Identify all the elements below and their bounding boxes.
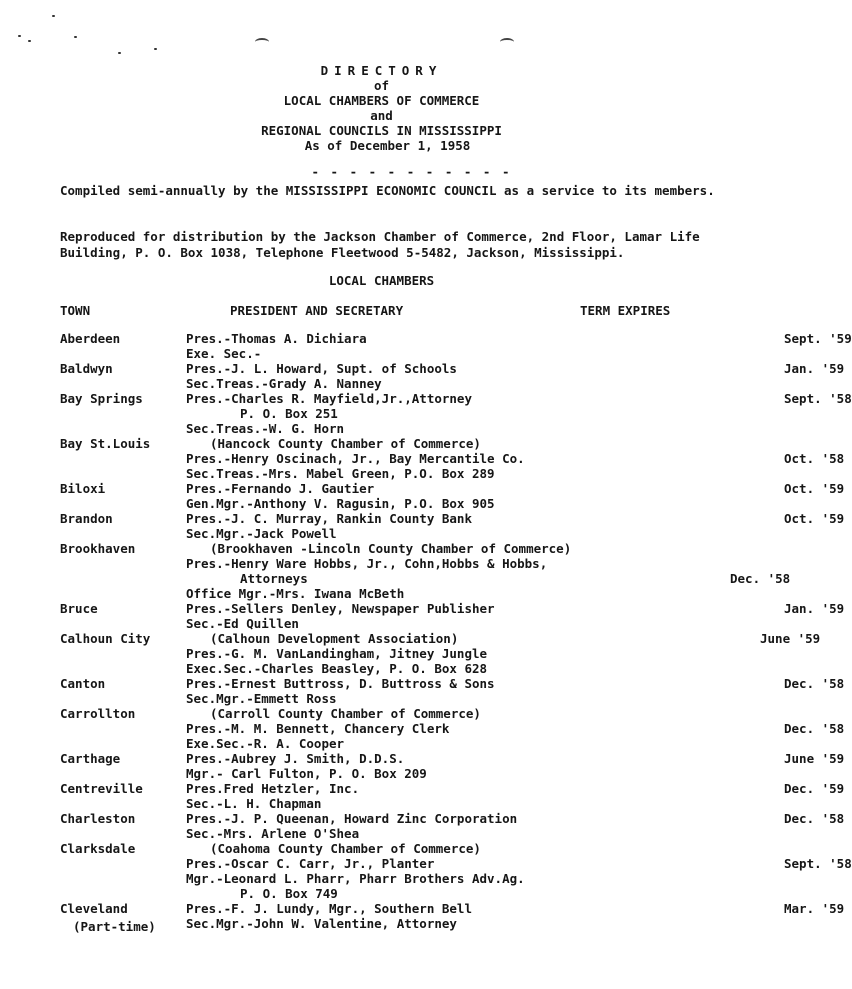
- list-item: [0, 331, 852, 361]
- list-item: [0, 811, 845, 841]
- officer-line: [186, 616, 763, 631]
- officer-line: [186, 646, 763, 661]
- town-name: Centreville: [60, 781, 143, 796]
- officer-text: Exec.Sec.-Charles Beasley, P. O. Box 628: [186, 661, 488, 676]
- scan-speck: [74, 36, 77, 38]
- town-name: Brandon: [60, 511, 113, 526]
- officer-text: Pres.-G. M. VanLandingham, Jitney Jungle: [186, 646, 488, 661]
- officer-text: (Carroll County Chamber of Commerce): [210, 706, 481, 721]
- officer-line: [186, 631, 821, 646]
- officer-line: [186, 721, 845, 736]
- term-expires: June '59: [784, 751, 845, 766]
- scan-speck: [18, 35, 21, 37]
- title-and: and: [370, 108, 393, 123]
- scan-speck: [52, 15, 55, 17]
- term-expires: Oct. '59: [784, 511, 845, 526]
- officer-text: (Hancock County Chamber of Commerce): [210, 436, 481, 451]
- term-expires: Dec. '58: [730, 571, 791, 586]
- officer-text: Pres.-Henry Ware Hobbs, Jr., Cohn,Hobbs & Hobbs,: [186, 556, 548, 571]
- scan-speck: [118, 52, 121, 54]
- officer-text: Pres.-Aubrey J. Smith, D.D.S.: [186, 751, 405, 766]
- officer-lines: [186, 436, 845, 481]
- header-divider: - - - - - - - - - - -: [311, 164, 512, 179]
- officer-text: Gen.Mgr.-Anthony V. Ragusin, P.O. Box 905: [186, 496, 495, 511]
- column-president-secretary: PRESIDENT AND SECRETARY: [230, 303, 404, 318]
- list-item: [0, 631, 821, 676]
- officer-line: [186, 331, 852, 346]
- officer-line: [186, 826, 763, 841]
- officer-text: Pres.-M. M. Bennett, Chancery Clerk: [186, 721, 450, 736]
- officer-line: [186, 661, 763, 676]
- officer-line: [186, 376, 763, 391]
- officer-line: [186, 556, 763, 571]
- officer-line: [186, 706, 763, 721]
- officer-line: [186, 901, 845, 916]
- list-item: [0, 361, 845, 391]
- officer-text: P. O. Box 251: [240, 406, 338, 421]
- officer-line: [186, 511, 845, 526]
- term-expires: June '59: [760, 631, 821, 646]
- town-name: Bay St.Louis: [60, 436, 151, 451]
- officer-line: [186, 736, 763, 751]
- officer-text: Exe. Sec.-: [186, 346, 262, 361]
- directory-title: DIRECTORY: [320, 63, 443, 78]
- column-town: TOWN: [60, 303, 91, 318]
- officer-text: Pres.-J. C. Murray, Rankin County Bank: [186, 511, 472, 526]
- list-item: [0, 541, 791, 601]
- officer-text: Mgr.-Leonard L. Pharr, Pharr Brothers Adv.Ag.: [186, 871, 525, 886]
- officer-lines: [186, 601, 845, 631]
- officer-line: [186, 541, 763, 556]
- town-name: Carrollton: [60, 706, 136, 721]
- officer-text: Pres.-Charles R. Mayfield,Jr.,Attorney: [186, 391, 472, 406]
- term-expires: Jan. '59: [784, 601, 845, 616]
- term-expires: Dec. '59: [784, 781, 845, 796]
- officer-lines: [186, 811, 845, 841]
- officer-lines: [186, 391, 852, 436]
- compiled-note: Compiled semi-annually by the MISSISSIPPI ECONOMIC COUNCIL as a service to its members.: [60, 183, 715, 198]
- title-of: of: [373, 78, 390, 93]
- officer-line: [186, 586, 763, 601]
- officer-text: P. O. Box 749: [240, 886, 338, 901]
- officer-text: Sec.Treas.-W. G. Horn: [186, 421, 345, 436]
- officer-line: [186, 466, 763, 481]
- list-item: [0, 676, 845, 706]
- list-item: [0, 436, 845, 481]
- officer-text: Pres.-Ernest Buttross, D. Buttross & Sons: [186, 676, 495, 691]
- officer-text: Pres.-Sellers Denley, Newspaper Publisher: [186, 601, 495, 616]
- officer-lines: [186, 361, 845, 391]
- list-item: [0, 601, 845, 631]
- officer-line: [186, 481, 845, 496]
- officer-line: [186, 436, 763, 451]
- officer-line: [186, 811, 845, 826]
- town-name: Charleston: [60, 811, 136, 826]
- officer-line: [186, 601, 845, 616]
- officer-lines: [186, 841, 852, 901]
- column-term-expires: TERM EXPIRES: [580, 303, 671, 318]
- officer-lines: [186, 541, 791, 601]
- officer-text: Exe.Sec.-R. A. Cooper: [186, 736, 345, 751]
- term-expires: Dec. '58: [784, 811, 845, 826]
- term-expires: Sept. '59: [784, 331, 852, 346]
- title-date: As of December 1, 1958: [304, 138, 471, 153]
- officer-line: [186, 391, 852, 406]
- officer-line: [186, 886, 763, 901]
- officer-text: Pres.-Henry Oscinach, Jr., Bay Mercantile Co.: [186, 451, 525, 466]
- officer-text: Sec.Mgr.-Emmett Ross: [186, 691, 337, 706]
- officer-text: Pres.-Fernando J. Gautier: [186, 481, 375, 496]
- officer-text: Pres.-Oscar C. Carr, Jr., Planter: [186, 856, 435, 871]
- officer-lines: [186, 631, 821, 676]
- town-name: Biloxi: [60, 481, 106, 496]
- scan-mark: [255, 38, 269, 46]
- list-item: [0, 841, 852, 901]
- list-item: [0, 481, 845, 511]
- officer-line: [186, 361, 845, 376]
- officer-text: Sec.Mgr.-John W. Valentine, Attorney: [186, 916, 457, 931]
- town-name: Canton: [60, 676, 106, 691]
- officer-line: [186, 406, 763, 421]
- officer-lines: [186, 751, 845, 781]
- town-name: Calhoun City: [60, 631, 151, 646]
- term-expires: Sept. '58: [784, 856, 852, 871]
- officer-text: Sec.-Mrs. Arlene O'Shea: [186, 826, 360, 841]
- town-name: Brookhaven: [60, 541, 136, 556]
- list-item: [0, 511, 845, 541]
- officer-line: [186, 526, 763, 541]
- officer-text: Sec.Treas.-Grady A. Nanney: [186, 376, 382, 391]
- term-expires: Dec. '58: [784, 676, 845, 691]
- officer-text: (Calhoun Development Association): [210, 631, 459, 646]
- list-item: [0, 751, 845, 781]
- chamber-list: [0, 331, 852, 931]
- reproduced-note: Reproduced for distribution by the Jackson Chamber of Commerce, 2nd Floor, Lamar Life Building, P. O. Box 1038, Telephone Fleetwood 5-5482, Jackson, Mississippi.: [60, 229, 700, 260]
- officer-lines: [186, 331, 852, 361]
- list-item: [0, 391, 852, 436]
- officer-line: [186, 766, 763, 781]
- officer-line: [186, 571, 791, 586]
- officer-line: [186, 676, 845, 691]
- officer-text: (Coahoma County Chamber of Commerce): [210, 841, 481, 856]
- town-name: Baldwyn: [60, 361, 113, 376]
- town-name: Carthage: [60, 751, 121, 766]
- term-expires: Oct. '59: [784, 481, 845, 496]
- scan-mark: [500, 38, 514, 46]
- officer-text: Pres.-F. J. Lundy, Mgr., Southern Bell: [186, 901, 472, 916]
- officer-text: Pres.Fred Hetzler, Inc.: [186, 781, 360, 796]
- officer-text: (Brookhaven -Lincoln County Chamber of Commerce): [210, 541, 572, 556]
- officer-line: [186, 496, 763, 511]
- officer-text: Pres.-J. P. Queenan, Howard Zinc Corporation: [186, 811, 518, 826]
- officer-line: [186, 796, 763, 811]
- officer-line: [186, 751, 845, 766]
- officer-text: Sec.Mgr.-Jack Powell: [186, 526, 337, 541]
- section-title: LOCAL CHAMBERS: [328, 273, 435, 288]
- town-name: Bruce: [60, 601, 98, 616]
- officer-lines: [186, 511, 845, 541]
- officer-lines: [186, 676, 845, 706]
- officer-text: Sec.-L. H. Chapman: [186, 796, 322, 811]
- title-local-chambers: LOCAL CHAMBERS OF COMMERCE: [283, 93, 480, 108]
- term-expires: Sept. '58: [784, 391, 852, 406]
- town-name: Clarksdale: [60, 841, 136, 856]
- officer-text: Mgr.- Carl Fulton, P. O. Box 209: [186, 766, 427, 781]
- officer-line: [186, 916, 763, 931]
- cleveland-part-time-note: (Part-time): [73, 919, 156, 934]
- scan-speck: [154, 48, 157, 50]
- officer-text: Pres.-J. L. Howard, Supt. of Schools: [186, 361, 457, 376]
- officer-line: [186, 781, 845, 796]
- officer-lines: [186, 781, 845, 811]
- officer-text: Attorneys: [240, 571, 308, 586]
- officer-lines: [186, 481, 845, 511]
- officer-text: Sec.Treas.-Mrs. Mabel Green, P.O. Box 289: [186, 466, 495, 481]
- town-name: Cleveland: [60, 901, 128, 916]
- scan-speck: [28, 40, 31, 42]
- officer-line: [186, 856, 852, 871]
- officer-line: [186, 421, 763, 436]
- officer-text: Pres.-Thomas A. Dichiara: [186, 331, 367, 346]
- officer-line: [186, 451, 845, 466]
- officer-line: [186, 691, 763, 706]
- officer-line: [186, 871, 763, 886]
- officer-lines: [186, 901, 845, 931]
- officer-line: [186, 346, 763, 361]
- list-item: [0, 706, 845, 751]
- term-expires: Jan. '59: [784, 361, 845, 376]
- officer-lines: [186, 706, 845, 751]
- title-regional-councils: REGIONAL COUNCILS IN MISSISSIPPI: [261, 123, 502, 138]
- officer-text: Office Mgr.-Mrs. Iwana McBeth: [186, 586, 405, 601]
- term-expires: Mar. '59: [784, 901, 845, 916]
- town-name: Bay Springs: [60, 391, 143, 406]
- town-name: Aberdeen: [60, 331, 121, 346]
- term-expires: Oct. '58: [784, 451, 845, 466]
- officer-line: [186, 841, 763, 856]
- list-item: [0, 781, 845, 811]
- officer-text: Sec.-Ed Quillen: [186, 616, 299, 631]
- term-expires: Dec. '58: [784, 721, 845, 736]
